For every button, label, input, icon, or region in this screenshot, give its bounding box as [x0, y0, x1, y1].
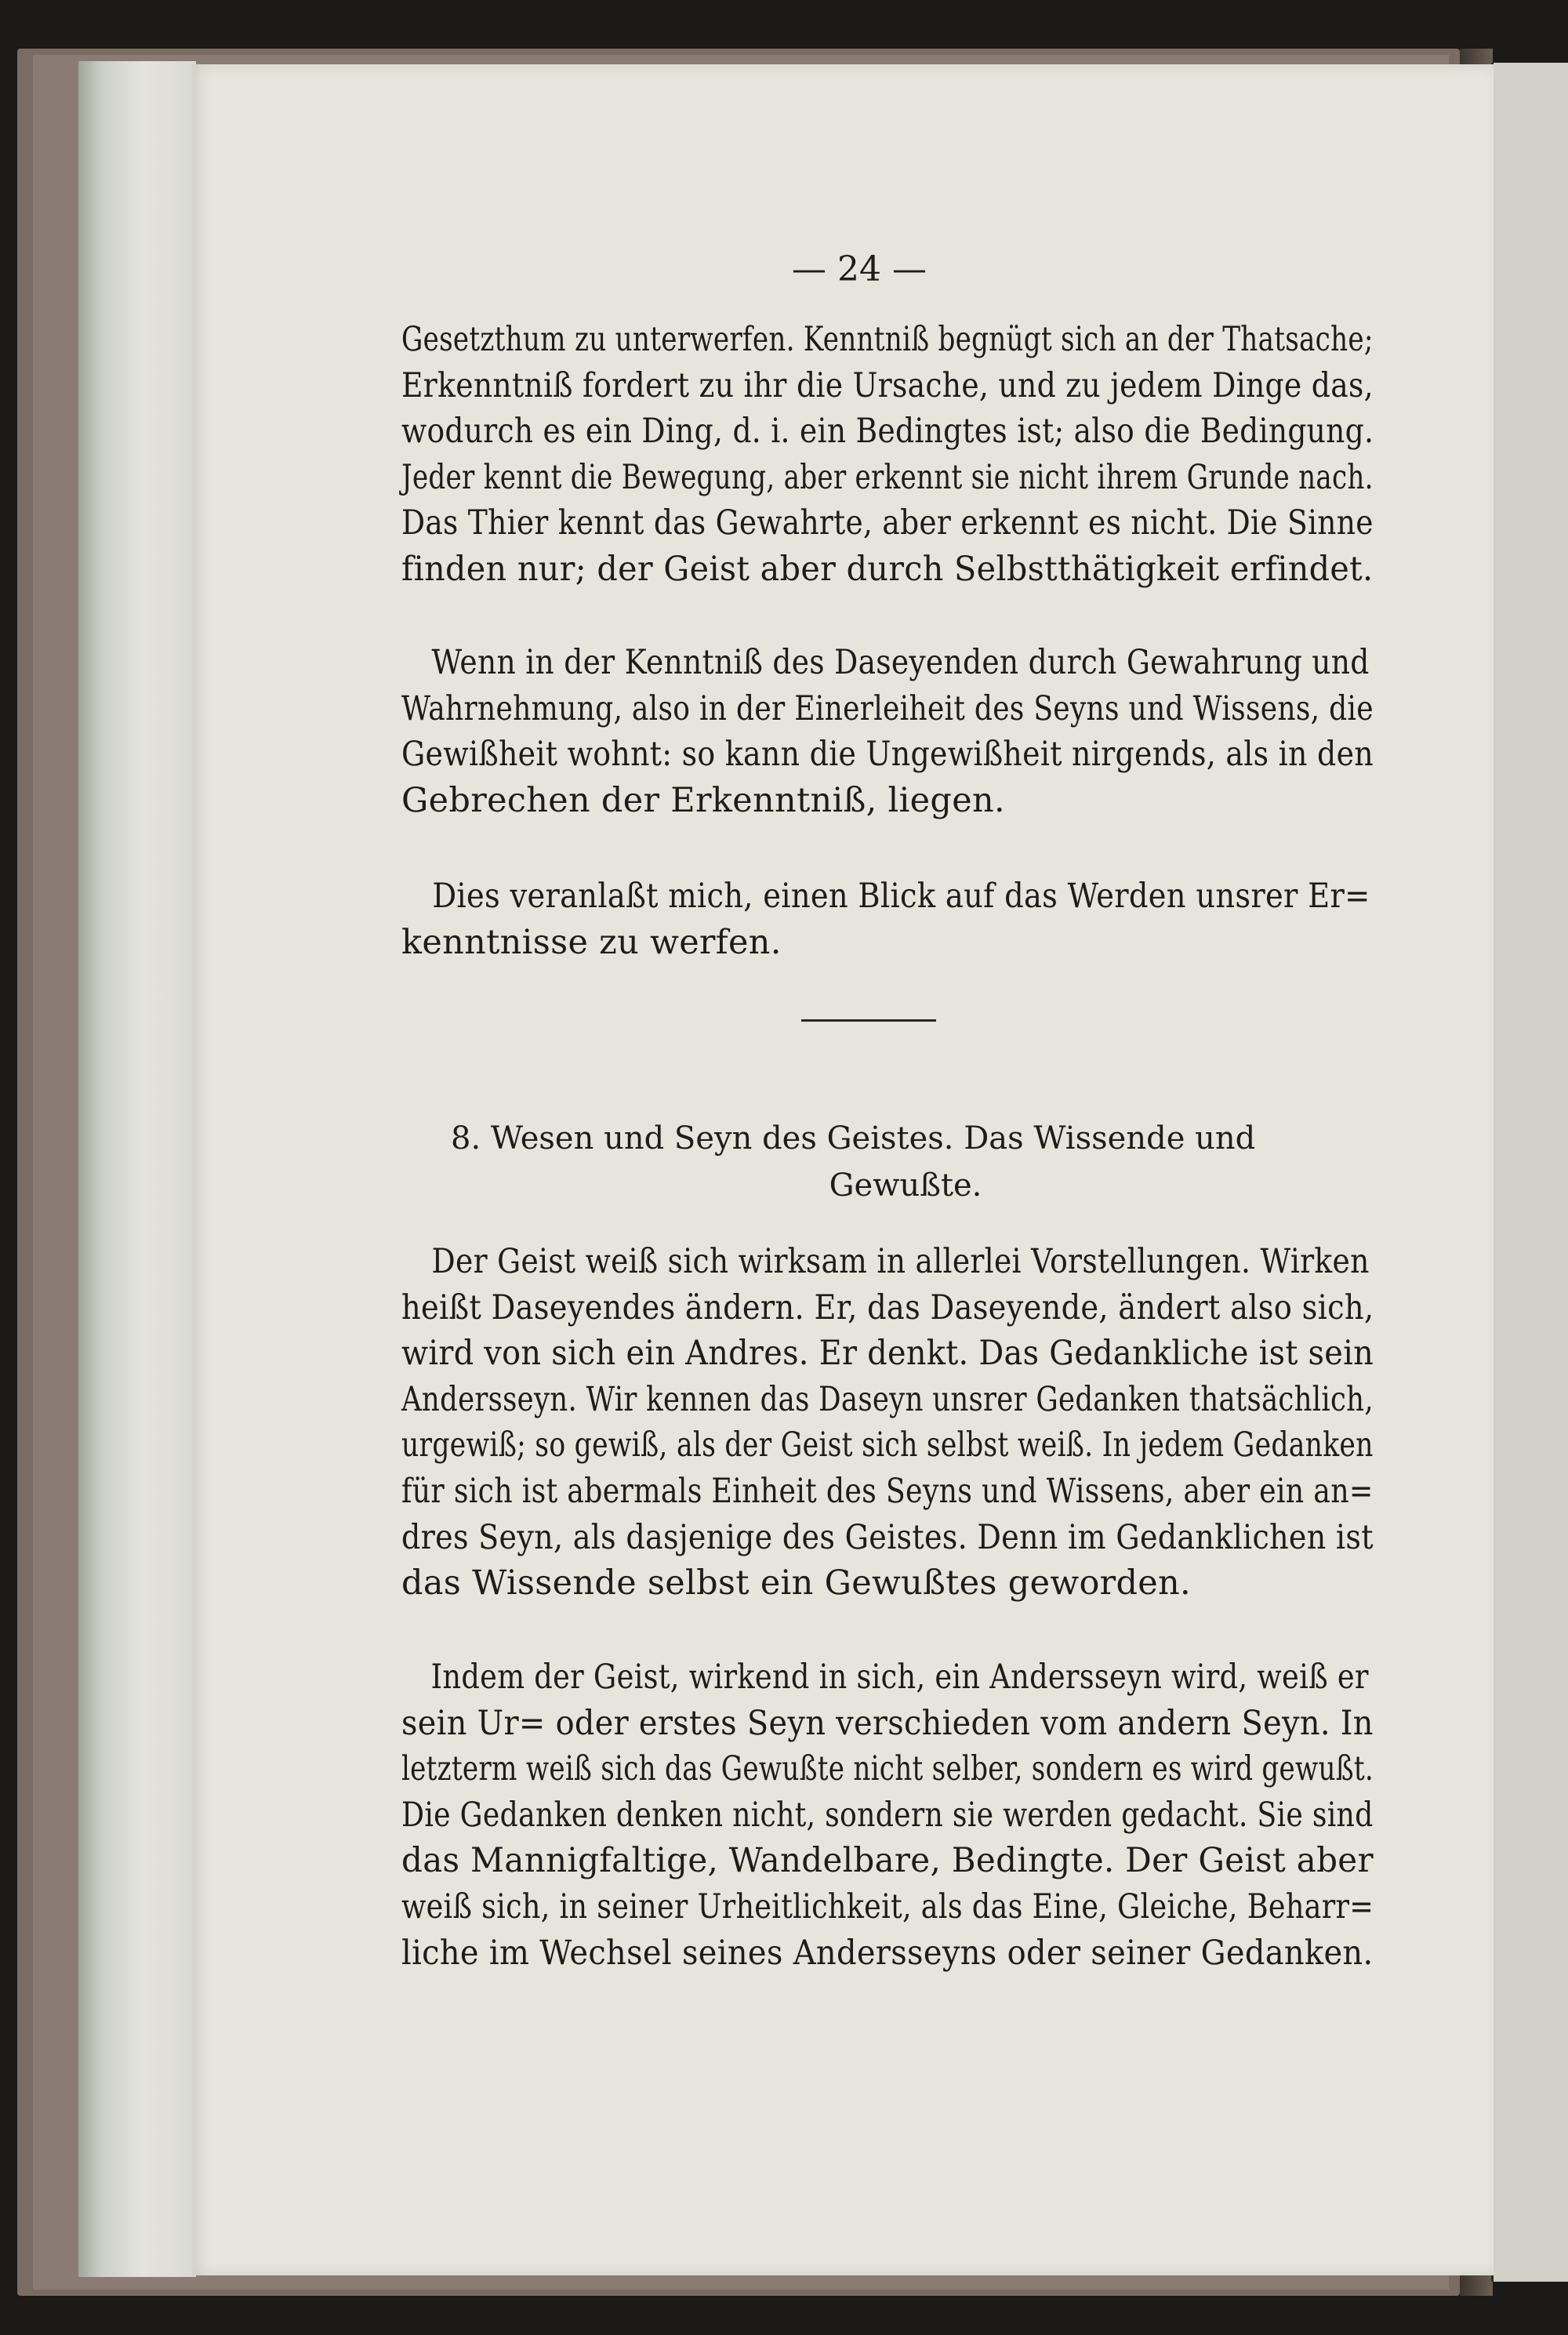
paragraph-4 [401, 1239, 1374, 1607]
text-line: Gewißheit wohnt: so kann die Ungewißheit nirgends, als in den [401, 735, 1374, 775]
text-line: Die Gedanken denken nicht, sondern sie werden gedacht. Sie sind [401, 1795, 1374, 1835]
paragraph-5 [401, 1654, 1374, 1976]
text-line: weiß sich, in seiner Urheitlichkeit, als das Eine, Gleiche, Beharr= [401, 1887, 1374, 1926]
page-number: — 24 — [792, 249, 927, 289]
paragraph-1 [401, 317, 1374, 593]
text-line: wird von sich ein Andres. Er denkt. Das Gedankliche ist sein [401, 1334, 1374, 1374]
section-heading [451, 1115, 1360, 1209]
text-line: Dies veranlaßt mich, einen Blick auf das Werden unsrer Er= [432, 877, 1370, 916]
section-heading-line: Gewußte. [829, 1168, 982, 1204]
text-line: Erkenntniß fordert zu ihr die Ursache, und zu jedem Dinge das, [401, 365, 1374, 405]
text-line: das Wissende selbst ein Gewußtes geworden. [401, 1563, 1192, 1603]
text-line: Der Geist weiß sich wirksam in allerlei Vorstellungen. Wirken [431, 1242, 1370, 1281]
page-edges [78, 61, 196, 2277]
text-line: Gesetzthum zu unterwerfen. Kenntniß begnügt sich an der Thatsache; [401, 320, 1374, 359]
text-line: urgewiß; so gewiß, als der Geist sich selbst weiß. In jedem Gedanken [401, 1425, 1374, 1465]
section-divider [801, 1019, 936, 1022]
text-line: Jeder kennt die Bewegung, aber erkennt sie nicht ihrem Grunde nach. [401, 457, 1374, 497]
text-line: Gebrechen der Erkenntniß, liegen. [401, 780, 1005, 820]
text-line: Indem der Geist, wirkend in sich, ein Andersseyn wird, weiß er [430, 1658, 1369, 1697]
paragraph-2 [401, 640, 1374, 823]
text-line: finden nur; der Geist aber durch Selbstthätigkeit erfindet. [401, 549, 1374, 589]
text-line: dres Seyn, als dasjenige des Geistes. Denn im Gedanklichen ist [401, 1517, 1374, 1557]
text-line: heißt Daseyendes ändern. Er, das Daseyende, ändert also sich, [401, 1287, 1374, 1327]
text-line: sein Ur= oder erstes Seyn verschieden vom andern Seyn. In [401, 1703, 1374, 1743]
text-line: Wenn in der Kenntniß des Daseyenden durch Gewahrung und [431, 643, 1370, 682]
paragraph-3 [401, 873, 1374, 965]
text-line: kenntnisse zu werfen. [401, 922, 782, 962]
section-heading-line: 8. Wesen und Seyn des Geistes. Das Wissende und [451, 1120, 1256, 1157]
text-line: das Mannigfaltige, Wandelbare, Bedingte. Der Geist aber [401, 1841, 1374, 1881]
adjacent-page-edge [1491, 63, 1568, 2282]
text-line: letzterm weiß sich das Gewußte nicht selber, sondern es wird gewußt. [401, 1749, 1374, 1789]
text-line: liche im Wechsel seines Andersseyns oder seiner Gedanken. [401, 1933, 1374, 1973]
text-line: Das Thier kennt das Gewahrte, aber erkennt es nicht. Die Sinne [401, 503, 1374, 543]
text-line: Wahrnehmung, also in der Einerleiheit des Seyns und Wissens, die [401, 688, 1374, 728]
text-line: wodurch es ein Ding, d. i. ein Bedingtes ist; also die Bedingung. [401, 412, 1374, 452]
text-line: Andersseyn. Wir kennen das Daseyn unsrer Gedanken thatsächlich, [401, 1379, 1374, 1419]
text-line: für sich ist abermals Einheit des Seyns und Wissens, aber ein an= [401, 1471, 1374, 1511]
